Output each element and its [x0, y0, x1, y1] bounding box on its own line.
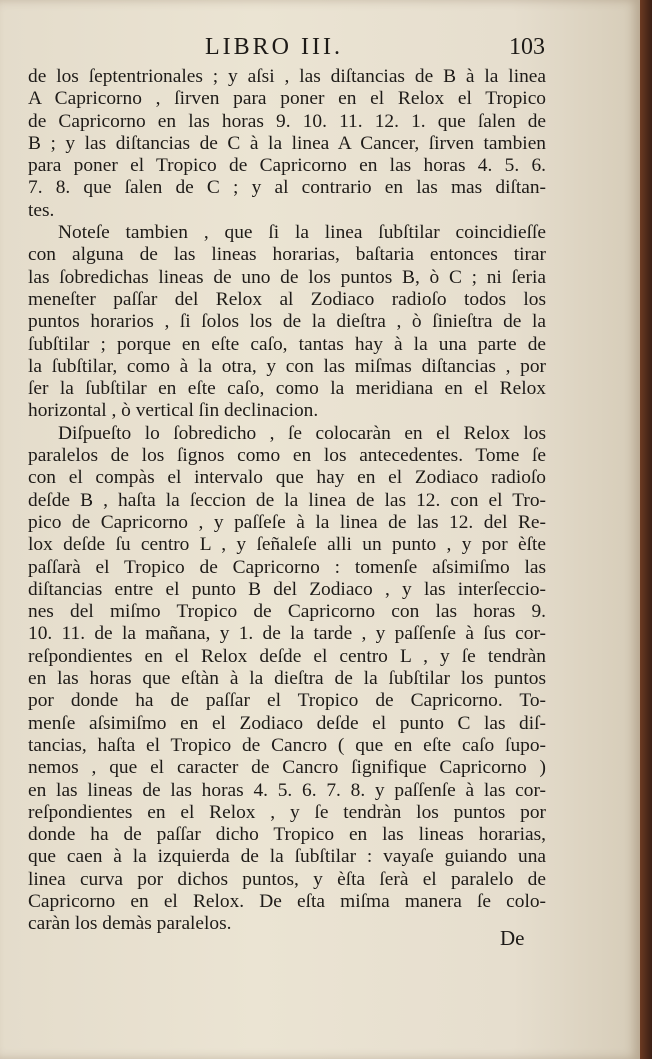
text-line: en las lineas de las horas 4. 5. 6. 7. 8. y paſſenſe à las cor-: [28, 779, 546, 801]
text-line: A Capricorno , ſirven para poner en el Relox el Tropico: [28, 88, 546, 110]
page-header: [30, 30, 545, 66]
text-line: 10. 11. de la mañana, y 1. de la tarde , y paſſenſe à ſus cor-: [28, 623, 546, 645]
page-number: 103: [509, 34, 545, 60]
text-line: Diſpueſto lo ſobredicho , ſe colocaràn en el Relox los: [58, 422, 546, 444]
text-line: para poner el Tropico de Capricorno en las horas 4. 5. 6.: [28, 155, 546, 177]
text-line: tancias, haſta el Tropico de Cancro ( que en eſte caſo ſupo-: [28, 734, 546, 756]
text-line: puntos horarios , ſi ſolos los de la dieſtra , ò ſinieſtra de la: [28, 311, 546, 333]
text-line: de los ſeptentrionales ; y aſsi , las diſtancias de B à la linea: [28, 66, 546, 87]
text-line: deſde B , haſta la ſeccion de la linea de las 12. con el Tro-: [28, 489, 546, 511]
text-line: ſubſtilar ; porque en eſte caſo, tantas hay à la una parte de: [28, 333, 546, 355]
text-line: Noteſe tambien , que ſi la linea ſubſtilar coincidieſſe: [58, 222, 546, 244]
text-line: meneſter paſſar del Relox al Zodiaco radioſo todos los: [28, 288, 546, 310]
text-line: nes del miſmo Tropico de Capricorno con las horas 9.: [28, 601, 546, 623]
book-edge: [640, 0, 652, 1059]
text-line: caràn los demàs paralelos.: [28, 913, 232, 935]
text-line: con el compàs el intervalo que hay en el Zodiaco radioſo: [28, 467, 546, 489]
text-line: horizontal , ò vertical ſin declinacion.: [28, 400, 319, 422]
text-line: que caen à la izquierda de la ſubſtilar : vayaſe guiando una: [28, 846, 546, 868]
text-line: diſtancias entre el punto B del Zodiaco , y las interſeccio-: [28, 578, 546, 600]
body-text: [28, 66, 546, 936]
text-line: la ſubſtilar, como à la otra, y con las miſmas diſtancias , por: [28, 355, 546, 377]
text-line: reſpondientes en el Relox deſde el centro L , y ſe tendràn: [28, 645, 546, 667]
text-line: lox deſde ſu centro L , y ſeñaleſe alli un punto , y por èſte: [28, 534, 546, 556]
catchword: De: [500, 926, 525, 950]
running-head: LIBRO III.: [205, 34, 343, 60]
text-line: B ; y las diſtancias de C à la linea A Cancer, ſirven tambien: [28, 132, 546, 154]
text-line: en las horas que eſtàn à la dieſtra de la ſubſtilar los puntos: [28, 668, 546, 690]
text-line: con alguna de las lineas horarias, baſtaria entonces tirar: [28, 244, 546, 266]
text-line: ſer la ſubſtilar en eſte caſo, como la meridiana en el Relox: [28, 378, 546, 400]
text-line: Capricorno en el Relox. De eſta miſma manera ſe colo-: [28, 890, 546, 912]
text-line: nemos , que el caracter de Cancro ſignifique Capricorno ): [28, 757, 546, 779]
text-line: reſpondientes en el Relox , y ſe tendràn los puntos por: [28, 801, 546, 823]
text-line: donde ha de paſſar dicho Tropico en las lineas horarias,: [28, 824, 546, 846]
text-line: pico de Capricorno , y paſſeſe à la linea de las 12. del Re-: [28, 511, 546, 533]
text-line: menſe aſsimiſmo en el Zodiaco deſde el punto C las diſ-: [28, 712, 546, 734]
text-line: paralelos de los ſignos como en los antecedentes. Tome ſe: [28, 445, 546, 467]
text-line: tes.: [28, 199, 55, 221]
text-line: 7. 8. que ſalen de C ; y al contrario en las mas diſtan-: [28, 177, 546, 199]
text-line: paſſarà el Tropico de Capricorno : tomenſe aſsimiſmo las: [28, 556, 546, 578]
text-line: linea curva por dichos puntos, y èſta ſerà el paralelo de: [28, 868, 546, 890]
text-line: las ſobredichas lineas de uno de los puntos B, ò C ; ni ſeria: [28, 266, 546, 288]
text-line: de Capricorno en las horas 9. 10. 11. 12. 1. que ſalen de: [28, 110, 546, 132]
text-line: por donde ha de paſſar el Tropico de Capricorno. To-: [28, 690, 546, 712]
